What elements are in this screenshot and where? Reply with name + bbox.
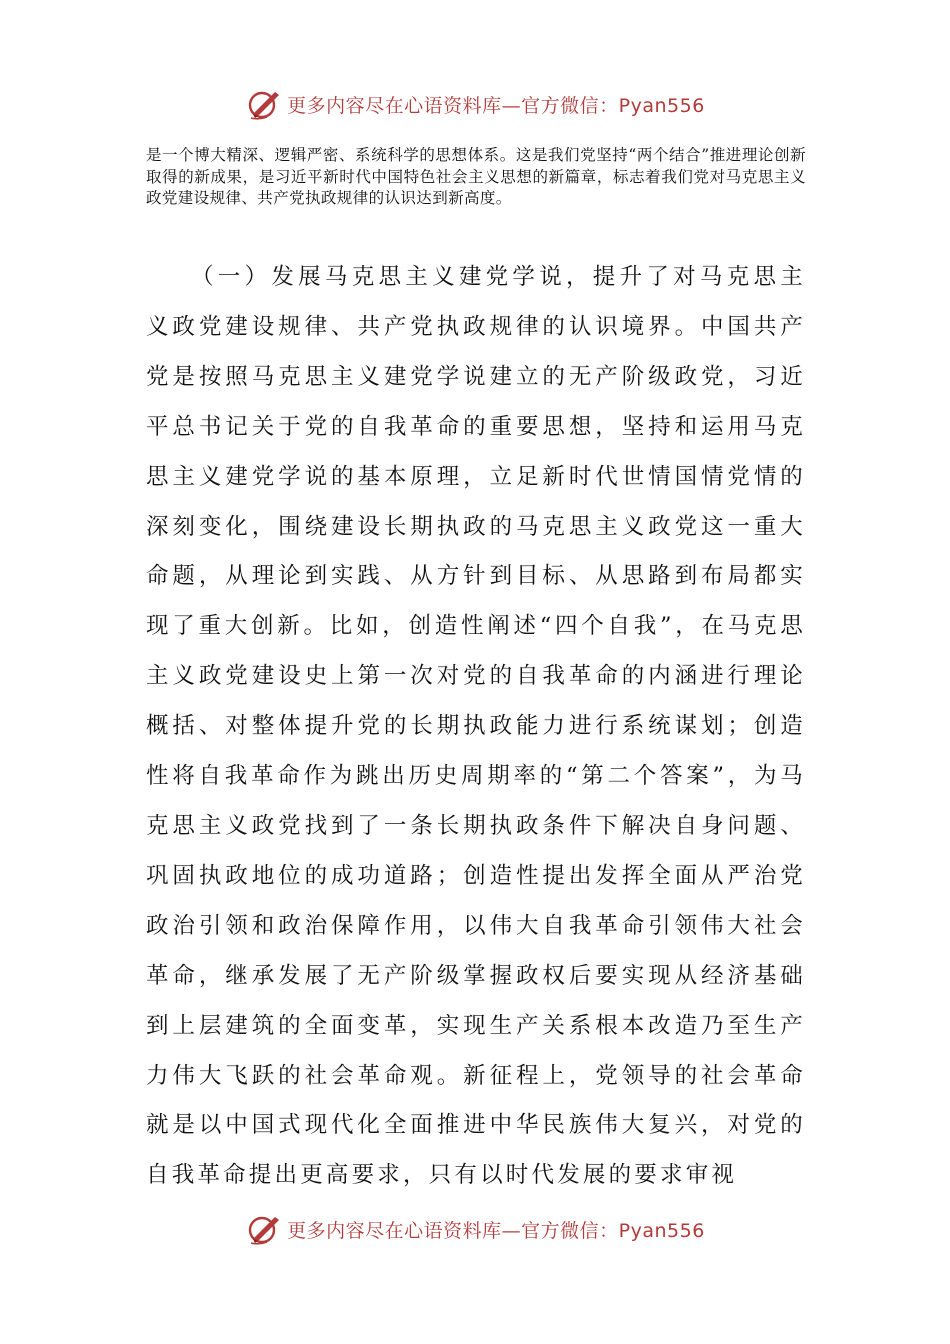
footer-banner bbox=[0, 1209, 950, 1249]
pen-circle-logo-icon bbox=[245, 87, 283, 121]
main-body bbox=[146, 253, 806, 1201]
intro-text: 是一个博大精深、逻辑严密、系统科学的思想体系。这是我们党坚持“两个结合”推进理论创新取得的新成果，是习近平新时代中国特色社会主义思想的新篇章，标志着我们党对马克思主义政党建设规律、共产党执政规律的认识达到新高度。 bbox=[146, 146, 806, 208]
main-paragraph: （一）发展马克思主义建党学说，提升了对马克思主义政党建设规律、共产党执政规律的认识境界。中国共产党是按照马克思主义建党学说建立的无产阶级政党，习近平总书记关于党的自我革命的重要思想，坚持和运用马克思主义建党学说的基本原理，立足新时代世情国情党情的深刻变化，围绕建设长期执政的马克思主义政党这一重大命题，从理论到实践、从方针到目标、从思路到布局都实现了重大创新。比如，创造性阐述“四个自我”，在马克思主义政党建设史上第一次对党的自我革命的内涵进行理论概括、对整体提升党的长期执政能力进行系统谋划；创造性将自我革命作为跳出历史周期率的“第二个答案”，为马克思主义政党找到了一条长期执政条件下解决自身问题、巩固执政地位的成功道路；创造性提出发挥全面从严治党政治引领和政治保障作用，以伟大自我革命引领伟大社会革命，继承发展了无产阶级掌握政权后要实现从经济基础到上层建筑的全面变革，实现生产关系根本改造乃至生产力伟大飞跃的社会革命观。新征程上，党领导的社会革命就是以中国式现代化全面推进中华民族伟大复兴，对党的自我革命提出更高要求，只有以时代发展的要求审视 bbox=[146, 264, 806, 1189]
intro-paragraph bbox=[146, 145, 806, 210]
header-banner-text: 更多内容尽在心语资料库—官方微信：Pyan556 bbox=[287, 94, 705, 117]
pen-circle-logo-icon bbox=[245, 1212, 283, 1246]
header-wechat-id: Pyan556 bbox=[618, 94, 705, 117]
header-banner bbox=[0, 84, 950, 124]
footer-wechat-id: Pyan556 bbox=[618, 1219, 705, 1242]
footer-banner-text: 更多内容尽在心语资料库—官方微信：Pyan556 bbox=[287, 1219, 705, 1242]
